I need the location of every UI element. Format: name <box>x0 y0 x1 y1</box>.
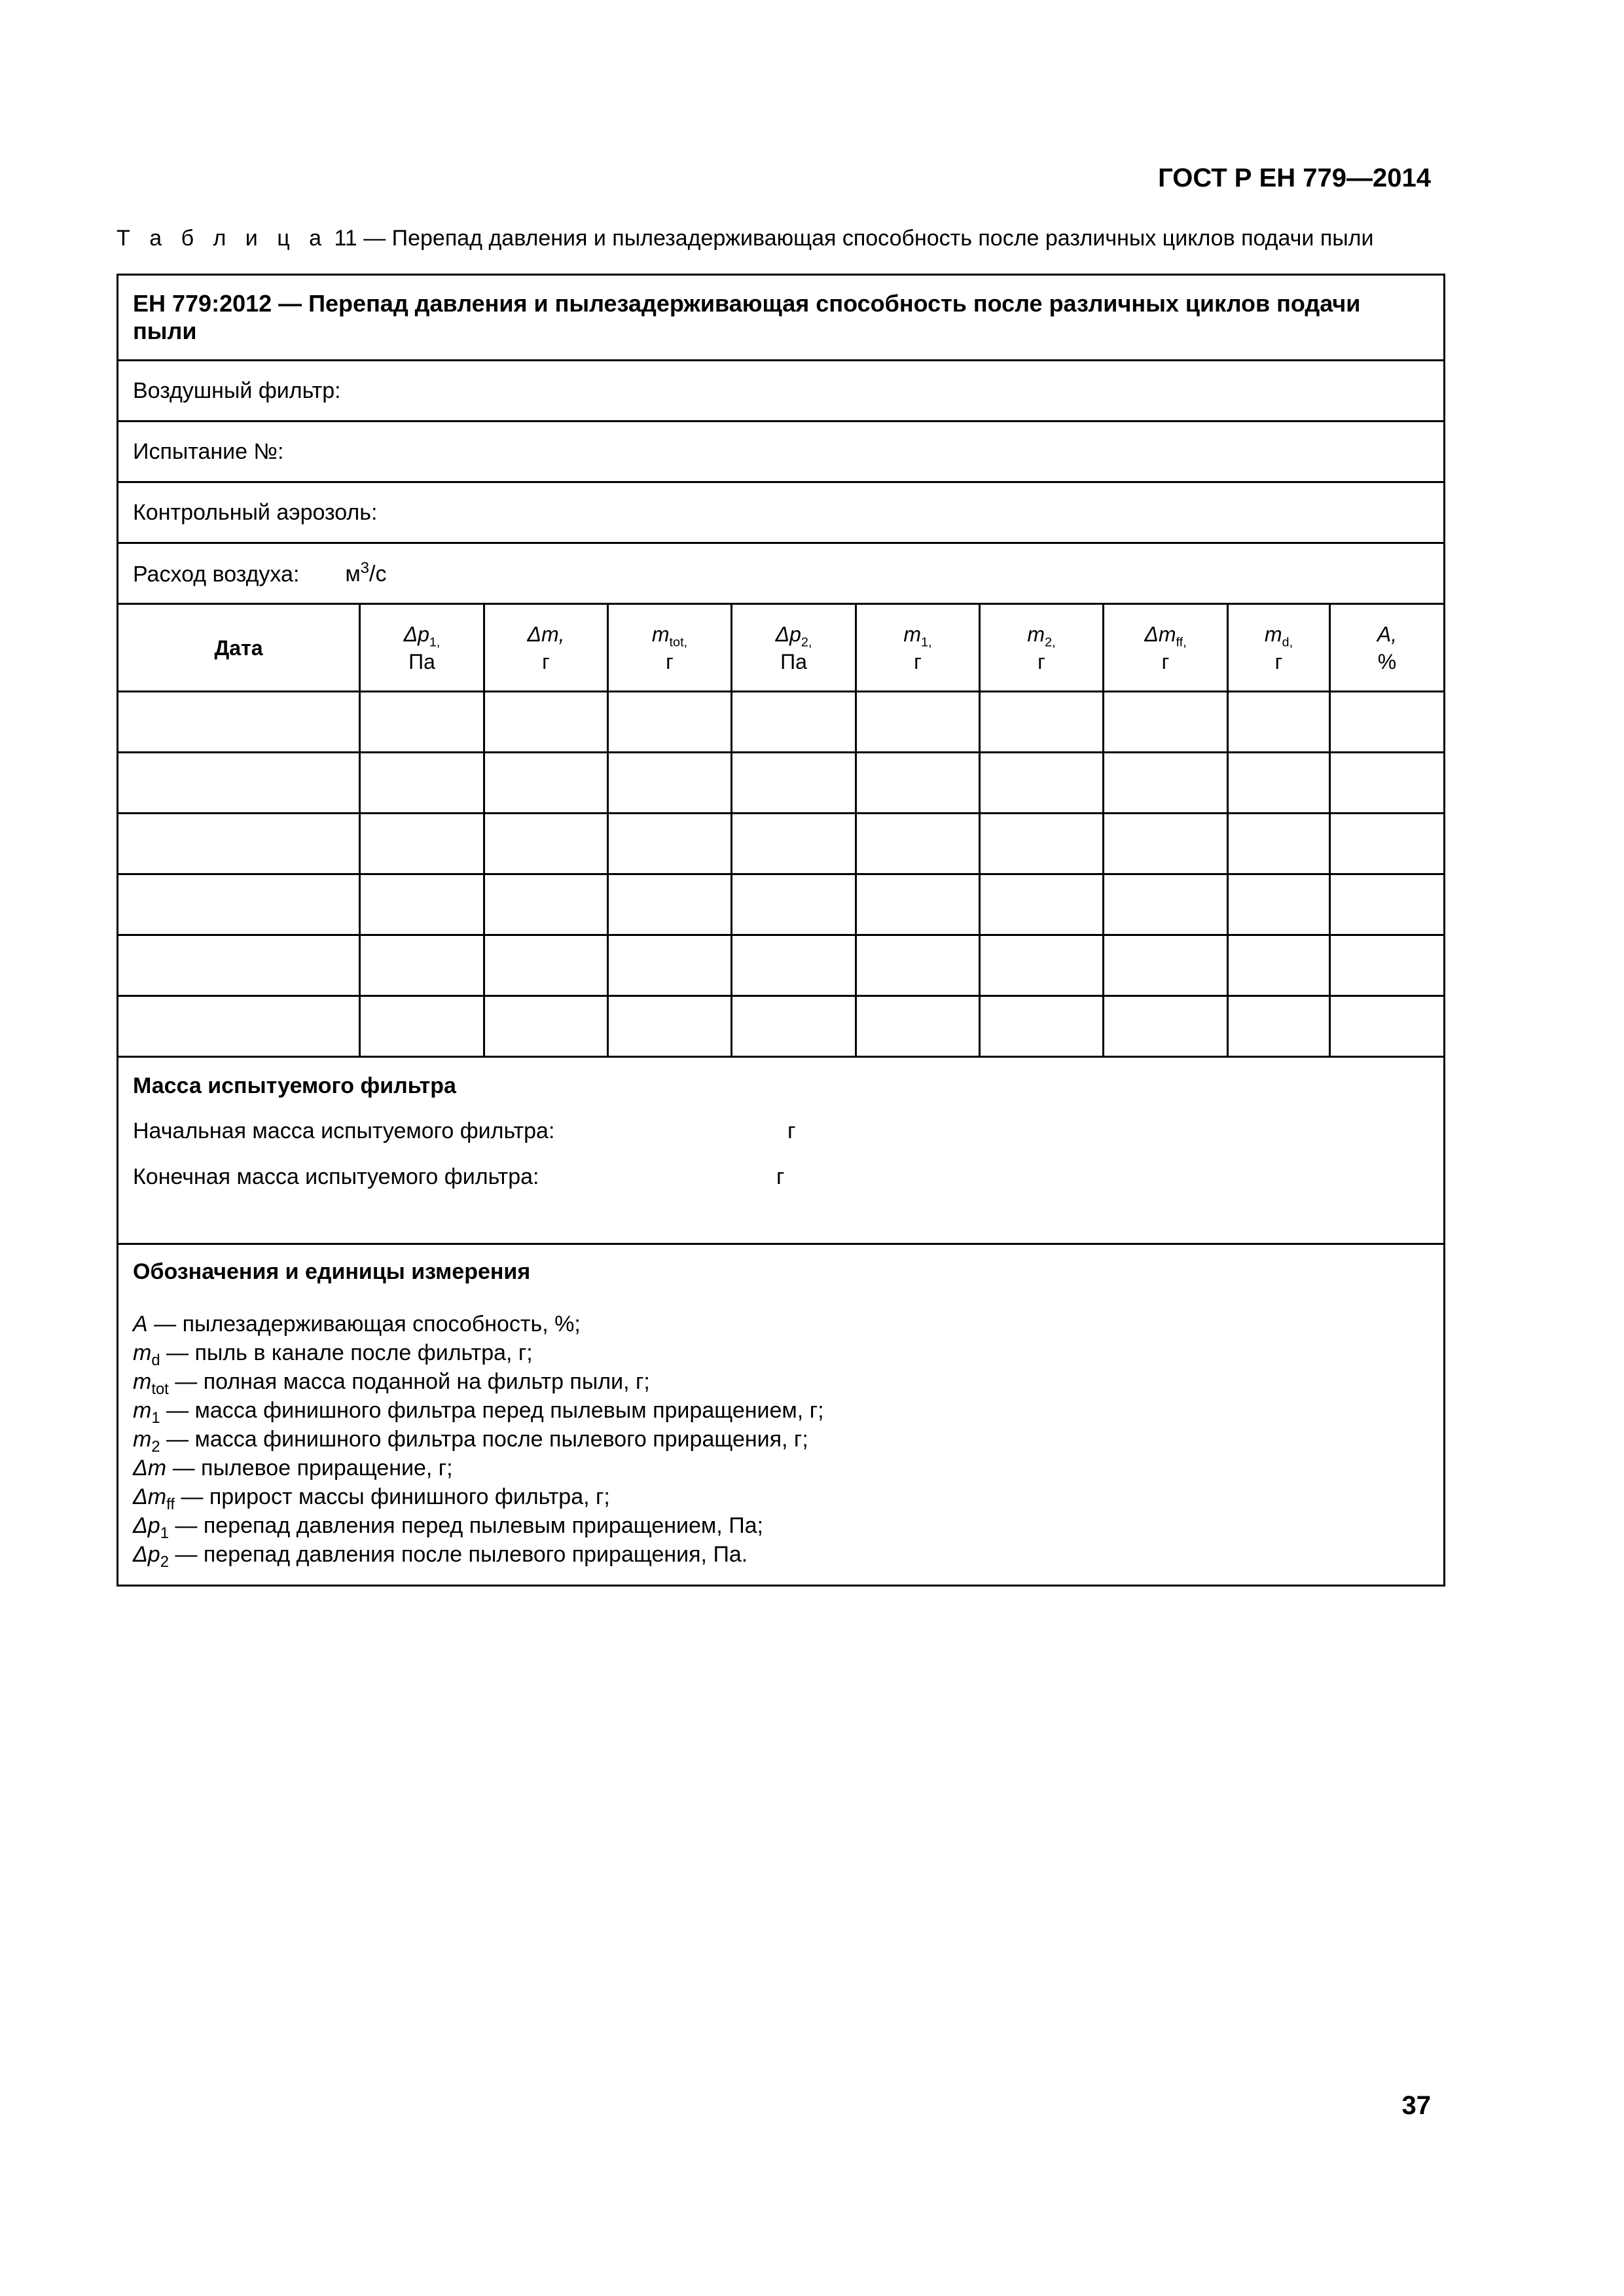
table-cell[interactable] <box>1228 814 1330 874</box>
col-header <box>856 604 980 692</box>
final-mass-unit: г <box>776 1164 785 1189</box>
table-cell[interactable] <box>360 814 484 874</box>
legend-item: $m_1$ — масса финишного фильтра перед пылевым приращением, г; <box>133 1398 824 1427</box>
air-filter-field: Воздушный фильтр: <box>118 361 1445 422</box>
col-header-unit: Па <box>408 649 435 673</box>
col-header-unit: г <box>914 649 922 673</box>
table-cell[interactable] <box>1104 814 1228 874</box>
table-cell[interactable] <box>608 996 732 1057</box>
legend-item: $m_d$ — пыль в канале после фильтра, г; <box>133 1340 533 1369</box>
table-cell[interactable] <box>1330 935 1445 996</box>
final-mass-label: Конечная масса испытуемого фильтра: <box>133 1164 539 1189</box>
col-header-unit: г <box>1161 649 1170 673</box>
col-header-unit: г <box>1038 649 1045 673</box>
table-row <box>118 935 1445 996</box>
col-header-symbol: A, <box>1377 622 1398 646</box>
table-cell[interactable] <box>856 814 980 874</box>
table-cell[interactable] <box>1228 874 1330 935</box>
table-cell[interactable] <box>608 935 732 996</box>
table-cell[interactable] <box>732 753 856 814</box>
table-cell[interactable] <box>1228 753 1330 814</box>
table-cell[interactable] <box>1330 996 1445 1057</box>
table-cell[interactable] <box>1104 874 1228 935</box>
table-cell[interactable] <box>980 935 1104 996</box>
table-row <box>118 753 1445 814</box>
col-header <box>980 604 1104 692</box>
table-cell[interactable] <box>980 814 1104 874</box>
col-header-unit: г <box>1274 649 1283 673</box>
legend-item: $m_2$ — масса финишного фильтра после пылевого приращения, г; <box>133 1427 808 1456</box>
table-cell[interactable] <box>732 935 856 996</box>
col-header <box>1104 604 1228 692</box>
col-header-symbol: $m_{1,}$ <box>903 622 932 649</box>
col-header-symbol: Δm, <box>527 622 565 646</box>
table-row <box>118 996 1445 1057</box>
col-header-symbol: $m_{tot,}$ <box>651 622 688 649</box>
legend-item: $\Delta m_{ff}$ — прирост массы финишного фильтра, г; <box>133 1484 610 1513</box>
table-cell[interactable] <box>732 874 856 935</box>
table-cell[interactable] <box>118 753 360 814</box>
table-cell[interactable] <box>1330 753 1445 814</box>
caption-text: 11 — Перепад давления и пылезадерживающая способность после различных циклов подачи пыли <box>328 226 1374 251</box>
table-cell[interactable] <box>360 996 484 1057</box>
table-cell[interactable] <box>608 753 732 814</box>
table-cell[interactable] <box>1104 935 1228 996</box>
table-cell[interactable] <box>1104 692 1228 753</box>
table-cell[interactable] <box>484 874 608 935</box>
caption-prefix: Т а б л и ц а <box>117 226 329 251</box>
dust-loading-table <box>117 274 1445 1587</box>
table-cell[interactable] <box>1330 814 1445 874</box>
table-row <box>118 692 1445 753</box>
table-title: ЕН 779:2012 — Перепад давления и пылезадерживающая способность после различных циклов подачи пыли <box>118 275 1445 361</box>
col-header-unit: % <box>1377 649 1397 673</box>
table-cell[interactable] <box>732 814 856 874</box>
table-cell[interactable] <box>1228 996 1330 1057</box>
table-row <box>118 874 1445 935</box>
col-header-symbol: $m_{2,}$ <box>1027 622 1056 649</box>
air-flow-label: Расход воздуха: <box>133 562 300 587</box>
col-header-symbol: $\Delta m_{ff,}$ <box>1144 622 1187 649</box>
table-cell[interactable] <box>980 692 1104 753</box>
initial-mass-line <box>133 1119 1429 1145</box>
air-flow-field <box>118 543 1445 604</box>
table-cell[interactable] <box>732 692 856 753</box>
table-cell[interactable] <box>118 996 360 1057</box>
col-header <box>732 604 856 692</box>
col-header-symbol: $\Delta p_{2,}$ <box>775 622 812 649</box>
legend-list <box>133 1310 1429 1569</box>
legend-item: $\Delta p_1$ — перепад давления перед пылевым приращением, Па; <box>133 1513 763 1542</box>
table-cell[interactable] <box>1104 996 1228 1057</box>
col-header-symbol: $\Delta p_{1,}$ <box>403 622 441 649</box>
legend-item: $m_{tot}$ — полная масса поданной на фильтр пыли, г; <box>133 1369 650 1398</box>
table-cell[interactable] <box>856 935 980 996</box>
table-cell[interactable] <box>1330 692 1445 753</box>
col-header-symbol: $m_{d,}$ <box>1264 622 1293 649</box>
table-cell[interactable] <box>360 692 484 753</box>
final-mass-line <box>133 1164 1429 1191</box>
test-number-field: Испытание №: <box>118 422 1445 482</box>
table-caption <box>117 226 1442 251</box>
table-cell[interactable] <box>608 814 732 874</box>
table-cell[interactable] <box>484 692 608 753</box>
col-header-date: Дата <box>118 604 360 692</box>
filter-mass-section <box>118 1057 1445 1244</box>
table-cell[interactable] <box>1330 874 1445 935</box>
col-header <box>608 604 732 692</box>
col-header <box>484 604 608 692</box>
table-cell[interactable] <box>484 753 608 814</box>
table-cell[interactable] <box>118 814 360 874</box>
table-cell[interactable] <box>856 692 980 753</box>
col-header <box>360 604 484 692</box>
table-cell[interactable] <box>608 692 732 753</box>
table-cell[interactable] <box>360 753 484 814</box>
legend-item: Δm — пылевое приращение, г; <box>133 1456 453 1480</box>
table-cell[interactable] <box>608 874 732 935</box>
page-number: 37 <box>1401 2091 1431 2120</box>
col-header-unit: г <box>666 649 674 673</box>
table-cell[interactable] <box>732 996 856 1057</box>
air-flow-unit: $м^3/с$ <box>345 559 387 587</box>
column-header-row <box>118 604 1445 692</box>
filter-mass-title: Масса испытуемого фильтра <box>133 1073 456 1098</box>
col-header <box>1330 604 1445 692</box>
table-cell[interactable] <box>1228 692 1330 753</box>
table-cell[interactable] <box>980 874 1104 935</box>
legend-title: Обозначения и единицы измерения <box>133 1259 531 1284</box>
table-cell[interactable] <box>1228 935 1330 996</box>
legend-item: A — пылезадерживающая способность, %; <box>133 1312 581 1336</box>
table-cell[interactable] <box>484 935 608 996</box>
table-cell[interactable] <box>980 753 1104 814</box>
table-cell[interactable] <box>118 692 360 753</box>
col-header-unit: г <box>542 649 550 673</box>
legend-item: $\Delta p_2$ — перепад давления после пылевого приращения, Па. <box>133 1542 748 1571</box>
table-cell[interactable] <box>118 935 360 996</box>
standard-designation: ГОСТ Р ЕН 779—2014 <box>1158 164 1431 192</box>
table-cell[interactable] <box>118 874 360 935</box>
table-cell[interactable] <box>980 996 1104 1057</box>
table-cell[interactable] <box>484 814 608 874</box>
table-cell[interactable] <box>856 753 980 814</box>
aerosol-field: Контрольный аэрозоль: <box>118 482 1445 543</box>
table-cell[interactable] <box>360 874 484 935</box>
table-row <box>118 814 1445 874</box>
col-header-unit: Па <box>780 649 807 673</box>
initial-mass-label: Начальная масса испытуемого фильтра: <box>133 1119 555 1143</box>
table-cell[interactable] <box>484 996 608 1057</box>
table-cell[interactable] <box>360 935 484 996</box>
col-header <box>1228 604 1330 692</box>
table-cell[interactable] <box>856 874 980 935</box>
table-cell[interactable] <box>856 996 980 1057</box>
table-cell[interactable] <box>1104 753 1228 814</box>
legend-section <box>118 1244 1445 1586</box>
initial-mass-unit: г <box>787 1119 796 1143</box>
